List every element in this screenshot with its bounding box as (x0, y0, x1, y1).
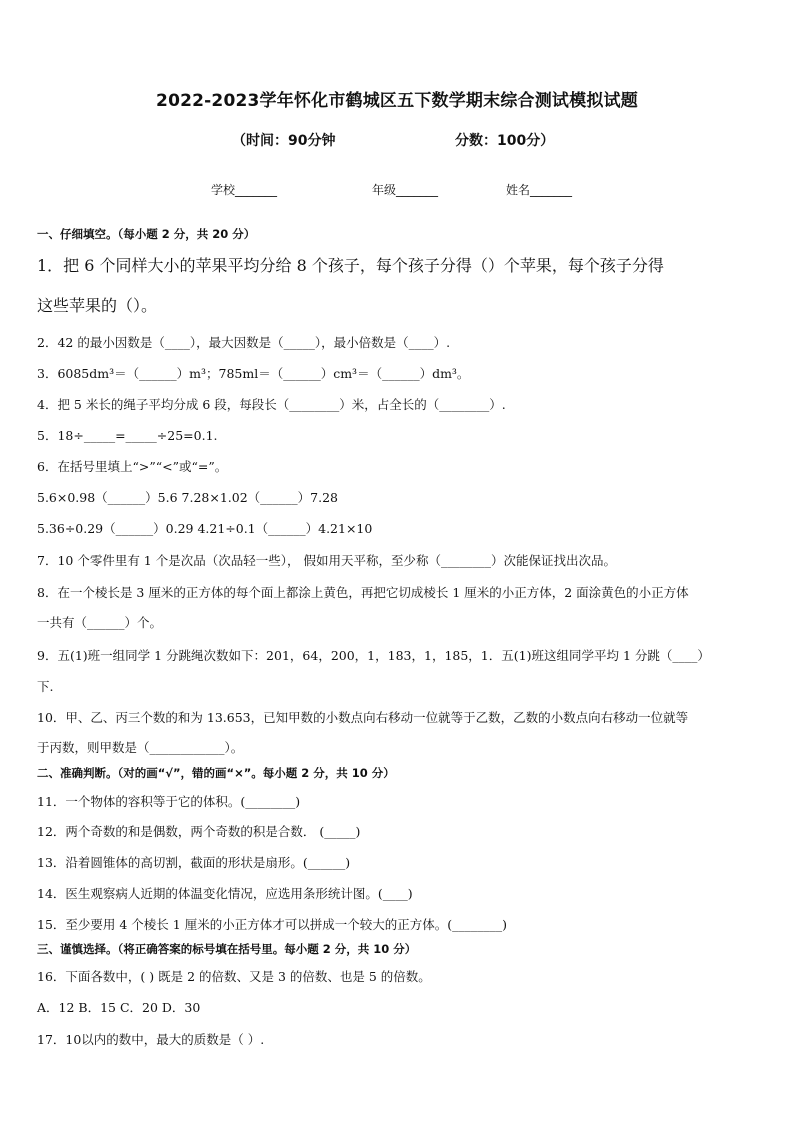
question-3: 3．6085dm³＝（______）m³；785ml＝（______）cm³＝（______）dm³。 (37, 366, 470, 381)
page-title: 2022-2023学年怀化市鹤城区五下数学期末综合测试模拟试题 (156, 91, 638, 111)
question-1-line-1: 1．把 6 个同样大小的苹果平均分给 8 个孩子，每个孩子分得（）个苹果，每个孩子分得 (37, 256, 664, 275)
question-2: 2．42 的最小因数是（____），最大因数是（_____），最小倍数是（____）. (37, 335, 451, 350)
question-14: 14．医生观察病人近期的体温变化情况，应选用条形统计图。(____) (37, 886, 413, 901)
question-8-line-1: 8．在一个棱长是 3 厘米的正方体的每个面上都涂上黄色，再把它切成棱长 1 厘米的小正方体，2 面涂黄色的小正方体 (37, 585, 689, 600)
section-heading-fill-in: 一、仔细填空。（每小题 2 分，共 20 分） (37, 227, 256, 241)
question-1-line-2: 这些苹果的（）。 (37, 296, 158, 315)
question-6-row-2: 5.36÷0.29（______）0.29 4.21÷0.1（______）4.21×10 (37, 521, 373, 536)
question-12: 12．两个奇数的和是偶数，两个奇数的积是合数． (_____) (37, 824, 361, 839)
question-6-row-1: 5.6×0.98（______）5.6 7.28×1.02（______）7.28 (37, 490, 339, 505)
section-heading-choice: 三、谨慎选择。（将正确答案的标号填在括号里。每小题 2 分，共 10 分） (37, 942, 417, 956)
question-16: 16．下面各数中，( ) 既是 2 的倍数、又是 3 的倍数、也是 5 的倍数。 (37, 969, 431, 984)
question-9-line-1: 9．五(1)班一组同学 1 分跳绳次数如下：201，64，200，1，183，1，185，1．五(1)班这组同学平均 1 分跳（____） (37, 648, 710, 663)
question-10-line-2: 于丙数，则甲数是（____________）。 (37, 740, 244, 755)
question-11: 11．一个物体的容积等于它的体积。(________) (37, 794, 301, 809)
question-10-line-1: 10．甲、乙、丙三个数的和为 13.653，已知甲数的小数点向右移动一位就等于乙数，乙数的小数点向右移动一位就等 (37, 710, 689, 725)
question-5: 5．18÷_____=_____÷25=0.1. (37, 428, 218, 443)
question-9-line-2: 下. (37, 679, 54, 694)
question-6: 6．在括号里填上“>”“<”或“=”。 (37, 459, 228, 474)
total-score: 分数：100分） (455, 133, 555, 149)
grade-field: 年级_______ (372, 183, 439, 197)
question-15: 15．至少要用 4 个棱长 1 厘米的小正方体才可以拼成一个较大的正方体。(________) (37, 917, 507, 932)
school-field: 学校_______ (211, 183, 278, 197)
time-limit: （时间：90分钟 (232, 133, 336, 149)
question-7: 7．10 个零件里有 1 个是次品（次品轻一些）， 假如用天平称，至少称（________）次能保证找出次品。 (37, 553, 616, 568)
question-17: 17．10以内的数中，最大的质数是（ ）. (37, 1032, 265, 1047)
question-4: 4．把 5 米长的绳子平均分成 6 段，每段长（________）米，占全长的（________）. (37, 397, 506, 412)
name-field: 姓名_______ (506, 183, 573, 197)
question-8-line-2: 一共有（______）个。 (37, 615, 163, 630)
question-16-options: A．12 B．15 C．20 D．30 (37, 1000, 201, 1015)
section-heading-judgement: 二、准确判断。（对的画“√”，错的画“×”。每小题 2 分，共 10 分） (37, 766, 395, 780)
question-13: 13．沿着圆锥体的高切割，截面的形状是扇形。(______) (37, 855, 351, 870)
